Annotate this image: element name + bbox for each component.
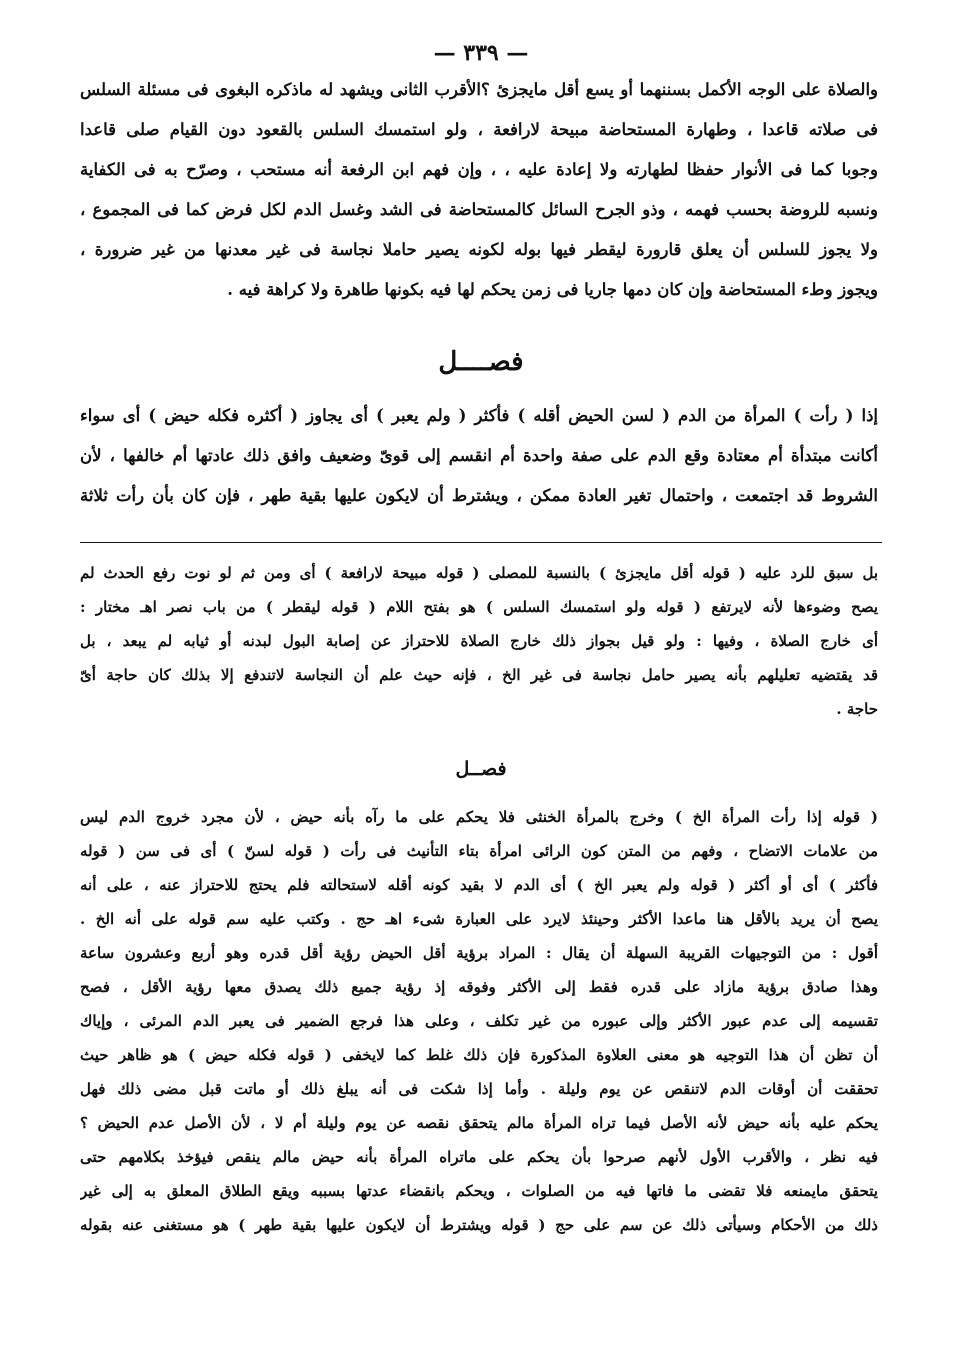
commentary-line: تقسيمه إلى عدم عبور الأكثر وإلى عبوره من غير تكلف ، وعلى هذا فرجع الضمير فى يعبر الدم المرئى ، وإياك xyxy=(80,1012,878,1030)
main-text-line: الشروط قد اجتمعت ، واحتمال تغير العادة ممكن ، ويشترط أن لايكون عليها بقية طهر ، فإن كان بأن رأت ثلاثة xyxy=(80,486,878,505)
commentary-line: يحكم عليه بأنه حيض لأنه الأصل فيما تراه المرأة مالم يتحقق نقصه عن يوم وليلة أم لا ، لأن الأصل عدم الحيض ؟ xyxy=(80,1114,878,1132)
commentary-line: ذلك من الأحكام وسيأتى ذلك عن سم على حج ( قوله ويشترط أن لايكون عليها بقية طهر ) هو مستغنى عنه بقوله xyxy=(80,1216,878,1234)
main-text-line: فى صلاته قاعدا ، وطهارة المستحاضة مبيحة لارافعة ، ولو استمسك السلس بالقعود دون القيام صلى قاعدا xyxy=(80,120,878,139)
main-text-line: أكانت مبتدأة أم معتادة وقع الدم على صفة واحدة أم انقسم إلى قوىّ وضعيف وافق ذلك عادتها أم خالفها ، لأن xyxy=(80,446,878,465)
main-text-block-2 xyxy=(80,396,878,516)
commentary-line: يصح أن يريد بالأقل هنا ماعدا الأكثر وحينئذ لايرد على العبارة شىء اهـ حج . وكتب عليه سم قوله على أنه الخ . xyxy=(80,910,878,928)
commentary-line: تحققت أن أوقات الدم لاتنقص عن يوم وليلة . وأما إذا شكت فى أنه يبلغ ذلك أو ماتت قبل مضى ذلك فهل xyxy=(80,1080,878,1098)
commentary-line: فأكثر ) أى أو أكثر ( قوله ولم يعبر الخ ) أى الدم لا بقيد كونه أقله لاستحالته فلم يحتج للاحتراز عنه ، على أنه xyxy=(80,876,878,894)
commentary-line: بل سبق للرد عليه ( قوله أقل مايجزئ ) بالنسبة للمصلى ( قوله مبيحة لارافعة ) أى ومن ثم لو نوت رفع الحدث لم xyxy=(80,564,878,582)
commentary-line: فيه نظر ، والأقرب الأول لأنهم صرحوا بأن يحكم على ماتراه المرأة بأنه حيض مالم ينقص فيؤخذ بكلامهم حتى xyxy=(80,1148,878,1166)
commentary-line: أن تظن أن هذا التوجيه هو معنى العلاوة المذكورة فإن ذلك غلط كما لايخفى ( قوله فكله حيض ) هو ظاهر حيث xyxy=(80,1046,878,1064)
page-number: — ٣٣٩ — xyxy=(433,40,529,66)
commentary-line: وهذا صادق برؤية مازاد على قدره فقط إلى الأكثر وفوقه إذ رؤية جميع ذلك يصدق معها رؤية الأقل ، فصح xyxy=(80,978,878,996)
main-text-line: ويجوز وطء المستحاضة وإن كان دمها جاريا فى زمن يحكم لها فيه بكونها طاهرة ولا كراهة فيه . xyxy=(227,280,878,299)
main-text-line: ونسبه للروضة بحسب فهمه ، وذو الجرح السائل كالمستحاضة فى الشد وغسل الدم لكل فرض كما فى المجموع ، xyxy=(80,200,878,219)
commentary-line: حاجة . xyxy=(836,700,878,718)
main-text-block-1 xyxy=(80,70,878,310)
commentary-block-1 xyxy=(80,556,878,726)
commentary-line: أى خارج الصلاة ، وفيها : ولو قيل بجواز ذلك خارج الصلاة للاحتراز عن إصابة البول لبدنه أو ثيابه لم يبعد ، بل xyxy=(80,632,878,650)
commentary-line: يصح وضوءها لأنه لايرتفع ( قوله ولو استمسك السلس ) هو بفتح اللام ( قوله ليقطر ) من باب نصر اهـ مختار : xyxy=(80,598,878,616)
main-text-line: إذا ( رأت ) المرأة من الدم ( لسن الحيض أقله ) فأكثر ( ولم يعبر ) أى يجاوز ( أكثره فكله حيض ) أى سواء xyxy=(80,406,878,425)
footnote-divider xyxy=(80,542,882,543)
main-text-line: والصلاة على الوجه الأكمل بسننهما أو يسع أقل مايجزئ ؟الأقرب الثانى ويشهد له ماذكره البغوى فى مسئلة السلس xyxy=(80,80,878,99)
commentary-line: أقول : من التوجيهات القريبة السهلة أن يقال : المراد برؤية أقل الحيض رؤية أقل قدره وهو أربع وعشرون ساعة xyxy=(80,944,878,962)
commentary-line: من علامات الاتضاح ، وفهم من المتن كون الرائى امرأة بتاء التأنيث فى رأت ( قوله لسنّ ) أى فى سن ( قوله xyxy=(80,842,878,860)
commentary-line: قد يقتضيه تعليلهم بأنه يصير حامل نجاسة فى غير الخ ، فإنه حيث علم أن النجاسة لاتندفع إلا بذلك كان حاجة أىّ xyxy=(80,666,878,684)
commentary-section-heading: فصــل xyxy=(455,758,507,780)
commentary-block-2 xyxy=(80,800,878,1242)
commentary-line: ( قوله إذا رأت المرأة الخ ) وخرج بالمرأة الخنثى فلا يحكم على ما رآه بأنه حيض ، لأن مجرد خروج الدم ليس xyxy=(80,808,878,826)
main-section-heading: فصــــل xyxy=(438,347,524,377)
main-text-line: ولا يجوز للسلس أن يعلق قارورة ليقطر فيها بوله لكونه يصير حاملا نجاسة فى غير معدنها من غير ضرورة ، xyxy=(80,240,878,259)
commentary-line: يتحقق مايمنعه فلا تقضى ما فاتها فيه من الصلوات ، ويحكم بانقضاء عدتها بسببه ويقع الطلاق المعلق به إلى غير xyxy=(80,1182,878,1200)
main-text-line: وجوبا كما فى الأنوار حفظا لطهارته ولا إعادة عليه ، ، وإن فهم ابن الرفعة أنه مستحب ، وصرّح به فى الكفاية xyxy=(80,160,878,179)
